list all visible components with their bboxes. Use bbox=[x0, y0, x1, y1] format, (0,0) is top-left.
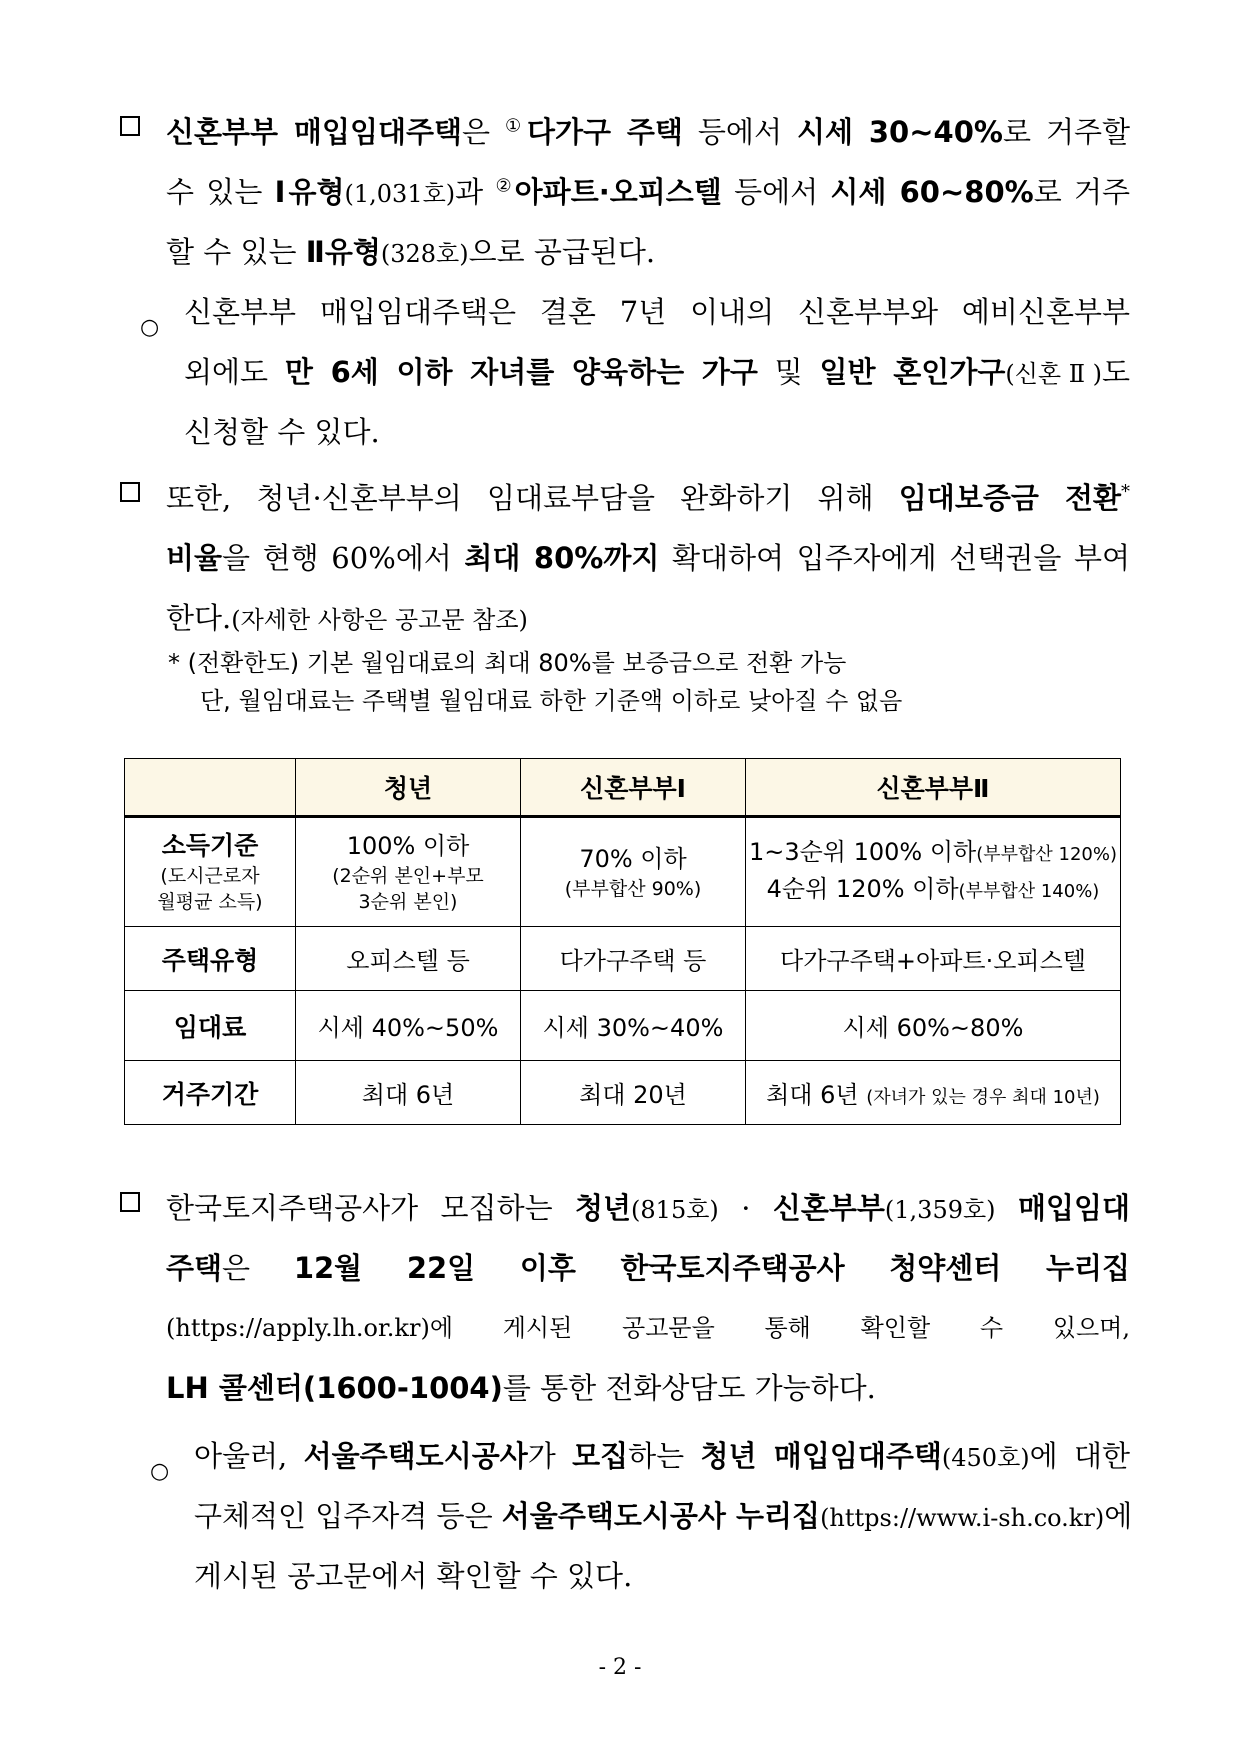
cell-income-newlywed-1: 70% 이하 (부부합산 90%) bbox=[521, 817, 746, 927]
section-3-sub bbox=[150, 1426, 1133, 1606]
cell-housing-newlywed-2: 다가구주택+아파트·오피스텔 bbox=[746, 927, 1121, 991]
section-1-sub-line-3: 신청할 수 있다. bbox=[184, 415, 380, 449]
section-1-line-3: 할 수 있는 Ⅱ유형(328호)으로 공급된다. bbox=[166, 235, 656, 269]
section-3-sub-line-1: 아울러, 서울주택도시공사가 모집하는 청년 매입임대주택(450호)에 대한 bbox=[194, 1439, 1131, 1473]
table-header-row bbox=[125, 759, 1121, 817]
table-header-youth: 청년 bbox=[296, 759, 521, 817]
section-2-line-3: 한다.(자세한 사항은 공고문 참조) bbox=[166, 601, 528, 635]
square-bullet-icon bbox=[120, 116, 140, 136]
section-1-line-2: 수 있는 Ⅰ유형(1,031호)과 ②아파트·오피스텔 등에서 시세 60~80%로 거주 bbox=[166, 175, 1131, 209]
table-row-income bbox=[125, 817, 1121, 927]
section-2-line-1: 또한, 청년·신혼부부의 임대료부담을 완화하기 위해 임대보증금 전환* bbox=[166, 481, 1130, 515]
cell-period-youth: 최대 6년 bbox=[296, 1061, 521, 1125]
cell-income-youth: 100% 이하 (2순위 본인+부모 3순위 본인) bbox=[296, 817, 521, 927]
square-bullet-icon bbox=[120, 1192, 140, 1212]
section-1-line-1: 신혼부부 매입임대주택은 ①다가구 주택 등에서 시세 30~40%로 거주할 bbox=[166, 115, 1131, 149]
cell-period-newlywed-1: 최대 20년 bbox=[521, 1061, 746, 1125]
section-3-sub-line-2: 구체적인 입주자격 등은 서울주택도시공사 누리집(https://www.i-sh.co.kr)에 bbox=[194, 1499, 1133, 1533]
section-1-text bbox=[166, 102, 1130, 282]
table-row-rent bbox=[125, 991, 1121, 1061]
section-3-line-3: (https://apply.lh.or.kr)에 게시된 공고문을 통해 확인할 수 있으며, bbox=[166, 1314, 1130, 1342]
circle-bullet-icon: ○ bbox=[140, 315, 160, 340]
page-number: - 2 - bbox=[598, 1655, 642, 1680]
row-header-housing: 주택유형 bbox=[125, 927, 296, 991]
cell-housing-newlywed-1: 다가구주택 등 bbox=[521, 927, 746, 991]
section-1-sub-line-1: 신혼부부 매입임대주택은 결혼 7년 이내의 신혼부부와 예비신혼부부 bbox=[184, 295, 1130, 329]
cell-rent-newlywed-1: 시세 30%~40% bbox=[521, 991, 746, 1061]
section-1 bbox=[120, 102, 1130, 282]
row-header-income: 소득기준 (도시근로자 월평균 소득) bbox=[125, 817, 296, 927]
section-3-line-4: LH 콜센터(1600-1004)를 통한 전화상담도 가능하다. bbox=[166, 1371, 876, 1405]
section-3-line-1: 한국토지주택공사가 모집하는 청년(815호) · 신혼부부(1,359호) 매입임대 bbox=[166, 1191, 1131, 1225]
section-3-sub-line-3: 게시된 공고문에서 확인할 수 있다. bbox=[194, 1559, 633, 1593]
cell-rent-newlywed-2: 시세 60%~80% bbox=[746, 991, 1121, 1061]
footnote-line-2: 단, 월임대료는 주택별 월임대료 하한 기준액 이하로 낮아질 수 없음 bbox=[200, 687, 903, 715]
cell-income-newlywed-2: 1~3순위 100% 이하(부부합산 120%) 4순위 120% 이하(부부합산 140%) bbox=[746, 817, 1121, 927]
cell-rent-youth: 시세 40%~50% bbox=[296, 991, 521, 1061]
section-1-sub-line-2: 외에도 만 6세 이하 자녀를 양육하는 가구 및 일반 혼인가구(신혼Ⅱ)도 bbox=[184, 355, 1131, 389]
section-3 bbox=[120, 1178, 1130, 1418]
table-header-newlywed-2: 신혼부부Ⅱ bbox=[746, 759, 1121, 817]
table-header-newlywed-1: 신혼부부Ⅰ bbox=[521, 759, 746, 817]
table-row-housing bbox=[125, 927, 1121, 991]
row-header-rent: 임대료 bbox=[125, 991, 296, 1061]
footnote-line-1: * (전환한도) 기본 월임대료의 최대 80%를 보증금으로 전환 가능 bbox=[168, 649, 847, 677]
rental-comparison-table bbox=[124, 758, 1121, 1125]
circle-bullet-icon: ○ bbox=[150, 1459, 170, 1484]
section-2 bbox=[120, 468, 1130, 648]
section-3-line-2: 주택은 12월 22일 이후 한국토지주택공사 청약센터 누리집 bbox=[166, 1251, 1130, 1285]
square-bullet-icon bbox=[120, 482, 140, 502]
row-header-period: 거주기간 bbox=[125, 1061, 296, 1125]
section-1-sub bbox=[140, 282, 1130, 462]
cell-housing-youth: 오피스텔 등 bbox=[296, 927, 521, 991]
section-2-line-2: 비율을 현행 60%에서 최대 80%까지 확대하여 입주자에게 선택권을 부여 bbox=[166, 541, 1130, 575]
cell-period-newlywed-2: 최대 6년 (자녀가 있는 경우 최대 10년) bbox=[746, 1061, 1121, 1125]
table-header-empty bbox=[125, 759, 296, 817]
table-row-period bbox=[125, 1061, 1121, 1125]
